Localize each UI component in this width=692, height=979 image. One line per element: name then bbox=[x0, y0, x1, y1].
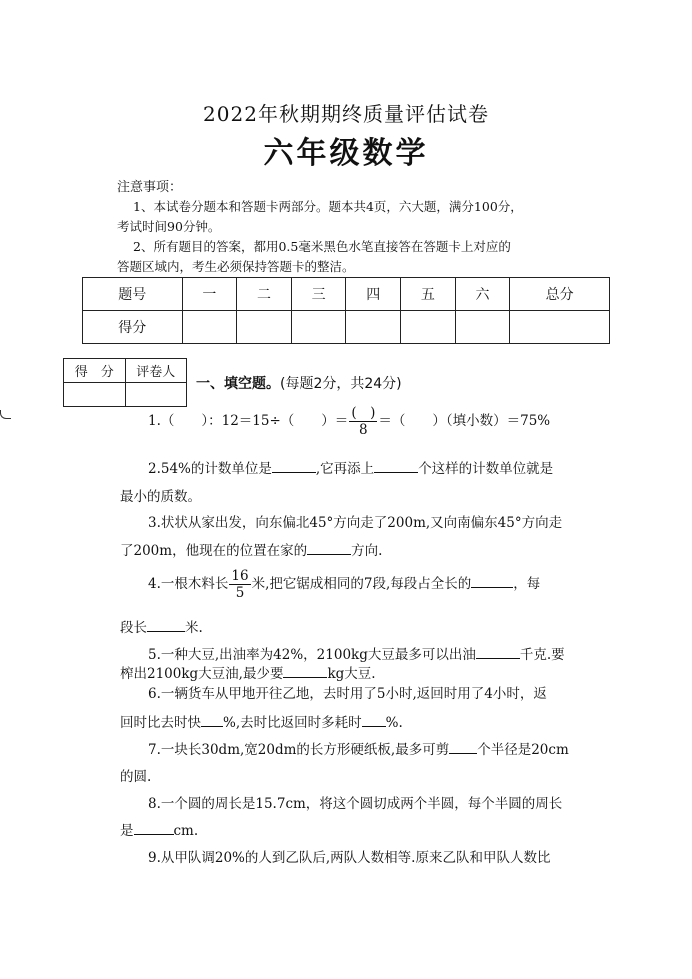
q6-text-c: %,去时比返回时多耗时 bbox=[223, 715, 362, 731]
q2-text-a: 2.54%的计数单位是 bbox=[148, 461, 272, 477]
q3-text-c: 方向. bbox=[351, 543, 383, 559]
score-cell bbox=[455, 311, 510, 344]
score-cell bbox=[237, 311, 292, 344]
question-2 bbox=[148, 457, 553, 477]
score-header-cell: 四 bbox=[346, 278, 401, 311]
q2-blank-1[interactable] bbox=[272, 460, 316, 473]
q6-blank-1[interactable] bbox=[201, 714, 223, 727]
question-3: 3.状状从家出发，向东偏北45°方向走了200m,又向南偏东45°方向走 bbox=[148, 515, 563, 531]
q2-text-b: ,它再添上 bbox=[315, 461, 375, 477]
question-7-cont: 的圆. bbox=[120, 769, 152, 785]
question-6: 6.一辆货车从甲地开往乙地，去时用了5小时,返回时用了4小时，返 bbox=[148, 686, 547, 702]
score-header-cell: 二 bbox=[237, 278, 292, 311]
q8-text-c: cm. bbox=[173, 823, 199, 839]
q4-text-c: ，每 bbox=[513, 576, 541, 592]
grader-score-label: 得 分 bbox=[64, 359, 126, 383]
q5-text-a: 5.一种大豆,出油率为42%，2100kg大豆最多可以出油 bbox=[148, 647, 476, 663]
score-table bbox=[82, 277, 610, 344]
q8-blank[interactable] bbox=[134, 822, 174, 835]
q7-text-a: 7.一块长30dm,宽20dm的长方形硬纸板,最多可剪 bbox=[148, 742, 450, 758]
q4-text-b: 米,把它锯成相同的7段,每段占全长的 bbox=[251, 576, 472, 592]
exam-subject: 六年级数学 bbox=[263, 136, 429, 171]
score-header-cell: 三 bbox=[291, 278, 346, 311]
question-8-cont bbox=[120, 819, 198, 839]
q1-frac-den: 8 bbox=[359, 422, 368, 438]
q5-blank-1[interactable] bbox=[476, 646, 520, 659]
q7-blank[interactable] bbox=[449, 741, 477, 754]
score-row-label: 得分 bbox=[83, 311, 183, 344]
note-line-1: 1、本试卷分题本和答题卡两部分。题本共4页，六大题，满分100分， bbox=[133, 199, 523, 214]
question-4 bbox=[148, 568, 540, 601]
q4-text-e: 米. bbox=[185, 620, 203, 636]
q1-text-a: 1.（ ）：12＝15÷（ ）＝ bbox=[148, 413, 349, 429]
q4-text-a: 4.一根木料长 bbox=[148, 576, 229, 592]
question-5-cont bbox=[120, 662, 376, 682]
q7-text-b: 个半径是20cm bbox=[477, 742, 569, 758]
score-table-header-row bbox=[83, 278, 610, 311]
score-cell bbox=[182, 311, 237, 344]
page-edge-mark bbox=[0, 410, 11, 419]
note-line-4: 答题区域内，考生必须保持答题卡的整洁。 bbox=[117, 259, 355, 274]
q5-text-c: 榨出2100kg大豆油,最少要 bbox=[120, 666, 284, 682]
q2-text-c: 个这样的计数单位就是 bbox=[418, 461, 554, 477]
score-cell bbox=[346, 311, 401, 344]
exam-title: 2022年秋期期终质量评估试卷 bbox=[203, 102, 489, 126]
q1-text-b: ＝（ ）（填小数）＝75% bbox=[378, 413, 551, 429]
q5-text-d: kg大豆. bbox=[327, 666, 376, 682]
question-9: 9.从甲队调20%的人到乙队后,两队人数相等.原来乙队和甲队人数比 bbox=[148, 850, 551, 866]
section-title: 一、填空题。 bbox=[196, 376, 280, 392]
score-table-score-row bbox=[83, 311, 610, 344]
q4-blank-2[interactable] bbox=[147, 619, 185, 632]
q4-text-d: 段长 bbox=[120, 620, 147, 636]
q5-text-b: 千克.要 bbox=[519, 647, 565, 663]
score-cell bbox=[510, 311, 610, 344]
q2-blank-2[interactable] bbox=[374, 460, 418, 473]
score-header-cell: 六 bbox=[455, 278, 510, 311]
score-cell bbox=[401, 311, 456, 344]
score-header-cell: 五 bbox=[401, 278, 456, 311]
q1-frac-num: ( ) bbox=[351, 405, 376, 421]
q6-text-b: 回时比去时快 bbox=[120, 715, 201, 731]
question-2-cont: 最小的质数。 bbox=[120, 489, 201, 505]
score-header-cell: 题号 bbox=[83, 278, 183, 311]
score-header-cell: 一 bbox=[182, 278, 237, 311]
grader-name-label: 评卷人 bbox=[125, 359, 187, 383]
score-header-cell: 总分 bbox=[510, 278, 610, 311]
q4-blank-1[interactable] bbox=[471, 575, 513, 588]
q1-fraction bbox=[349, 405, 377, 438]
q4-fraction bbox=[229, 568, 250, 601]
question-7 bbox=[148, 738, 569, 758]
q6-text-d: %. bbox=[385, 715, 403, 731]
q8-text-b: 是 bbox=[120, 823, 134, 839]
question-3-cont bbox=[120, 539, 382, 559]
question-4-cont bbox=[120, 616, 203, 636]
section-heading bbox=[196, 373, 402, 393]
q6-blank-2[interactable] bbox=[362, 714, 386, 727]
section-note: (每题2分，共24分) bbox=[280, 376, 402, 392]
question-5 bbox=[148, 643, 565, 663]
question-6-cont bbox=[120, 711, 403, 731]
question-1 bbox=[148, 405, 550, 438]
q4-frac-den: 5 bbox=[235, 585, 245, 601]
grader-score-cell bbox=[64, 383, 126, 407]
score-cell bbox=[291, 311, 346, 344]
q4-frac-num: 16 bbox=[231, 568, 249, 584]
q3-blank[interactable] bbox=[307, 542, 351, 555]
q3-text-b: 了200m，他现在的位置在家的 bbox=[120, 543, 308, 559]
q5-blank-2[interactable] bbox=[283, 665, 327, 678]
grader-name-cell bbox=[125, 383, 187, 407]
note-line-2: 考试时间90分钟。 bbox=[117, 219, 221, 234]
note-line-3: 2、所有题目的答案，都用0.5毫米黑色水笔直接答在答题卡上对应的 bbox=[133, 239, 511, 254]
grader-box bbox=[63, 358, 187, 407]
question-8: 8.一个圆的周长是15.7cm，将这个圆切成两个半圆，每个半圆的周长 bbox=[148, 796, 563, 812]
notes-heading: 注意事项： bbox=[117, 180, 183, 195]
